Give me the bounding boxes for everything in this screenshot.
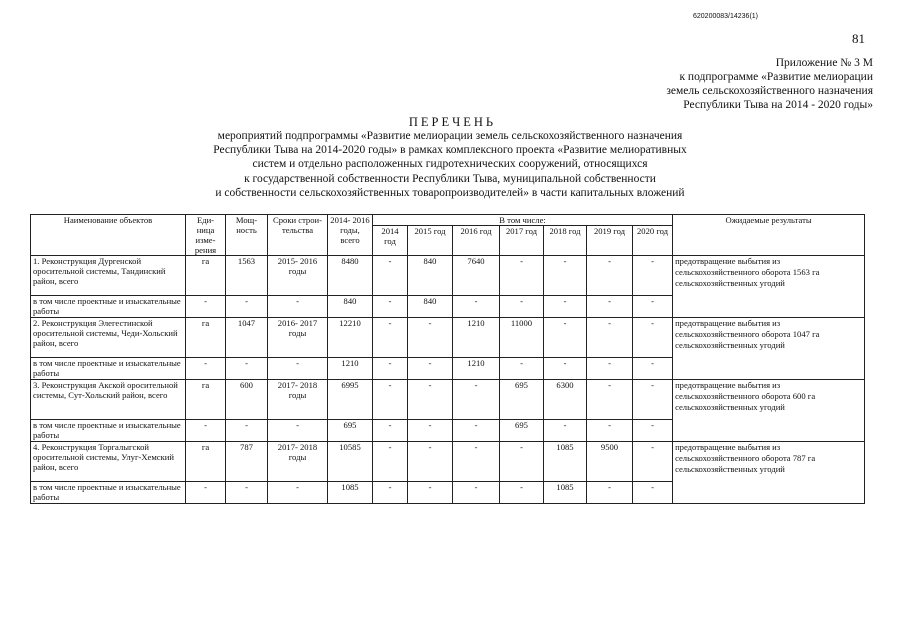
unit-cell: га [186, 318, 226, 358]
year-cell: - [453, 380, 500, 420]
year-cell: - [373, 256, 408, 296]
year-cell: - [633, 482, 673, 504]
subtitle-line: мероприятий подпрограммы «Развитие мелиорации земель сельскохозяйственного назначения [217, 130, 683, 142]
year-cell: 1085 [544, 442, 587, 482]
year-cell: - [587, 256, 633, 296]
expected-result: предотвращение выбытия из сельскохозяйственного оборота 787 га сельскохозяйственных угодий [673, 442, 865, 504]
year-cell: - [408, 420, 453, 442]
object-name: 3. Реконструкция Акской оросительной системы, Сут-Хольский район, всего [31, 380, 186, 420]
object-name: в том числе проектные и изыскательные работы [31, 296, 186, 318]
year-cell: 7640 [453, 256, 500, 296]
document-title: ПЕРЕЧЕНЬ [408, 115, 497, 129]
year-cell: 695 [500, 380, 544, 420]
year-cell: - [373, 420, 408, 442]
appendix-line: Республики Тыва на 2014 - 2020 годы» [683, 99, 873, 111]
header-name: Наименование объектов [31, 215, 186, 256]
year-cell: - [453, 482, 500, 504]
table-row [31, 256, 865, 296]
header-year: 2020 год [633, 226, 673, 256]
object-name: 2. Реконструкция Элегестинской оросительной системы, Чеди-Хольский район, всего [31, 318, 186, 358]
year-cell: 1210 [453, 358, 500, 380]
term-cell: 2016- 2017 годы [268, 318, 328, 358]
year-cell: - [633, 358, 673, 380]
header-total: 2014- 2016 годы, всего [328, 215, 373, 256]
header-year: 2017 год [500, 226, 544, 256]
subtitle-line: и собственности сельскохозяйственных товаропроизводителей» в части капитальных вложений [215, 186, 685, 199]
year-cell: - [544, 296, 587, 318]
table-row [31, 318, 865, 358]
capacity-cell: - [226, 296, 268, 318]
year-cell: - [453, 296, 500, 318]
year-cell: - [500, 256, 544, 296]
year-cell: - [500, 358, 544, 380]
year-cell: - [544, 358, 587, 380]
year-cell: - [633, 296, 673, 318]
header-result: Ожидаемые результаты [673, 215, 865, 256]
year-cell: 840 [408, 256, 453, 296]
year-cell: - [587, 380, 633, 420]
subtitle-line: систем и отдельно расположенных гидротехнических сооружений, относящихся [252, 158, 648, 171]
header-term: Сроки строи- тельства [268, 215, 328, 256]
unit-cell: - [186, 420, 226, 442]
term-cell: - [268, 358, 328, 380]
document-subtitle [160, 129, 740, 200]
term-cell: - [268, 296, 328, 318]
term-cell: 2017- 2018 годы [268, 442, 328, 482]
year-cell: 9500 [587, 442, 633, 482]
object-name: в том числе проектные и изыскательные работы [31, 482, 186, 504]
year-cell: - [373, 296, 408, 318]
year-cell: - [408, 380, 453, 420]
term-cell: 2015- 2016 годы [268, 256, 328, 296]
unit-cell: га [186, 380, 226, 420]
total-cell: 8480 [328, 256, 373, 296]
year-cell: - [408, 482, 453, 504]
total-cell: 10585 [328, 442, 373, 482]
expected-result: предотвращение выбытия из сельскохозяйственного оборота 1563 га сельскохозяйственных угодий [673, 256, 865, 318]
header-year: 2014 год [373, 226, 408, 256]
unit-cell: - [186, 482, 226, 504]
unit-cell: га [186, 442, 226, 482]
year-cell: - [500, 442, 544, 482]
term-cell: - [268, 420, 328, 442]
header-year: 2015 год [408, 226, 453, 256]
total-cell: 1210 [328, 358, 373, 380]
capacity-cell: - [226, 420, 268, 442]
header-capacity: Мощ- ность [226, 215, 268, 256]
header-including: В том числе: [373, 215, 673, 226]
table-row [31, 380, 865, 420]
year-cell: - [373, 358, 408, 380]
object-name: 1. Реконструкция Дургенской оросительной системы, Тандинский район, всего [31, 256, 186, 296]
expected-result: предотвращение выбытия из сельскохозяйственного оборота 600 га сельскохозяйственных угодий [673, 380, 865, 442]
capacity-cell: 1563 [226, 256, 268, 296]
document-number: 620200083/14236(1) [693, 13, 759, 20]
year-cell: - [408, 358, 453, 380]
appendix-line: Приложение № 3 М [775, 57, 873, 69]
table-body [31, 256, 865, 504]
year-cell: - [373, 318, 408, 358]
year-cell: - [544, 256, 587, 296]
year-cell: 1085 [544, 482, 587, 504]
capacity-cell: 1047 [226, 318, 268, 358]
year-cell: - [587, 318, 633, 358]
year-cell: - [373, 442, 408, 482]
unit-cell: га [186, 256, 226, 296]
year-cell: 840 [408, 296, 453, 318]
appendix-line: земель сельскохозяйственного назначения [666, 85, 873, 97]
object-name: 4. Реконструкция Торгалыгской оросительной системы, Улуг-Хемский район, всего [31, 442, 186, 482]
year-cell: - [500, 296, 544, 318]
year-cell: - [587, 296, 633, 318]
object-name: в том числе проектные и изыскательные работы [31, 358, 186, 380]
subtitle-line: к государственной собственности Республики Тыва, муниципальной собственности [244, 172, 656, 185]
year-cell: 695 [500, 420, 544, 442]
year-cell: - [500, 482, 544, 504]
header-year: 2016 год [453, 226, 500, 256]
appendix-line: к подпрограмме «Развитие мелиорации [679, 71, 873, 83]
term-cell: 2017- 2018 годы [268, 380, 328, 420]
capacity-cell: 787 [226, 442, 268, 482]
year-cell: - [408, 442, 453, 482]
year-cell: - [587, 482, 633, 504]
table-row [31, 442, 865, 482]
expected-result: предотвращение выбытия из сельскохозяйственного оборота 1047 га сельскохозяйственных угодий [673, 318, 865, 380]
year-cell: - [633, 442, 673, 482]
total-cell: 1085 [328, 482, 373, 504]
year-cell: - [633, 318, 673, 358]
header-unit: Еди- ница изме- рения [186, 215, 226, 256]
year-cell: 6300 [544, 380, 587, 420]
total-cell: 12210 [328, 318, 373, 358]
capacity-cell: - [226, 358, 268, 380]
year-cell: - [633, 420, 673, 442]
page-number: 81 [852, 31, 865, 46]
year-cell: - [587, 358, 633, 380]
table-header [31, 215, 865, 256]
object-name: в том числе проектные и изыскательные работы [31, 420, 186, 442]
header-year: 2019 год [587, 226, 633, 256]
capacity-cell: - [226, 482, 268, 504]
total-cell: 840 [328, 296, 373, 318]
unit-cell: - [186, 296, 226, 318]
year-cell: - [544, 420, 587, 442]
measures-table [30, 214, 865, 504]
year-cell: - [408, 318, 453, 358]
header-year: 2018 год [544, 226, 587, 256]
year-cell: 11000 [500, 318, 544, 358]
term-cell: - [268, 482, 328, 504]
year-cell: 1210 [453, 318, 500, 358]
capacity-cell: 600 [226, 380, 268, 420]
appendix-header [666, 56, 873, 112]
year-cell: - [453, 420, 500, 442]
year-cell: - [373, 380, 408, 420]
year-cell: - [453, 442, 500, 482]
total-cell: 6995 [328, 380, 373, 420]
unit-cell: - [186, 358, 226, 380]
year-cell: - [544, 318, 587, 358]
year-cell: - [587, 420, 633, 442]
year-cell: - [633, 256, 673, 296]
total-cell: 695 [328, 420, 373, 442]
subtitle-line: Республики Тыва на 2014-2020 годы» в рамках комплексного проекта «Развитие мелиоративных [213, 144, 687, 157]
year-cell: - [633, 380, 673, 420]
year-cell: - [373, 482, 408, 504]
